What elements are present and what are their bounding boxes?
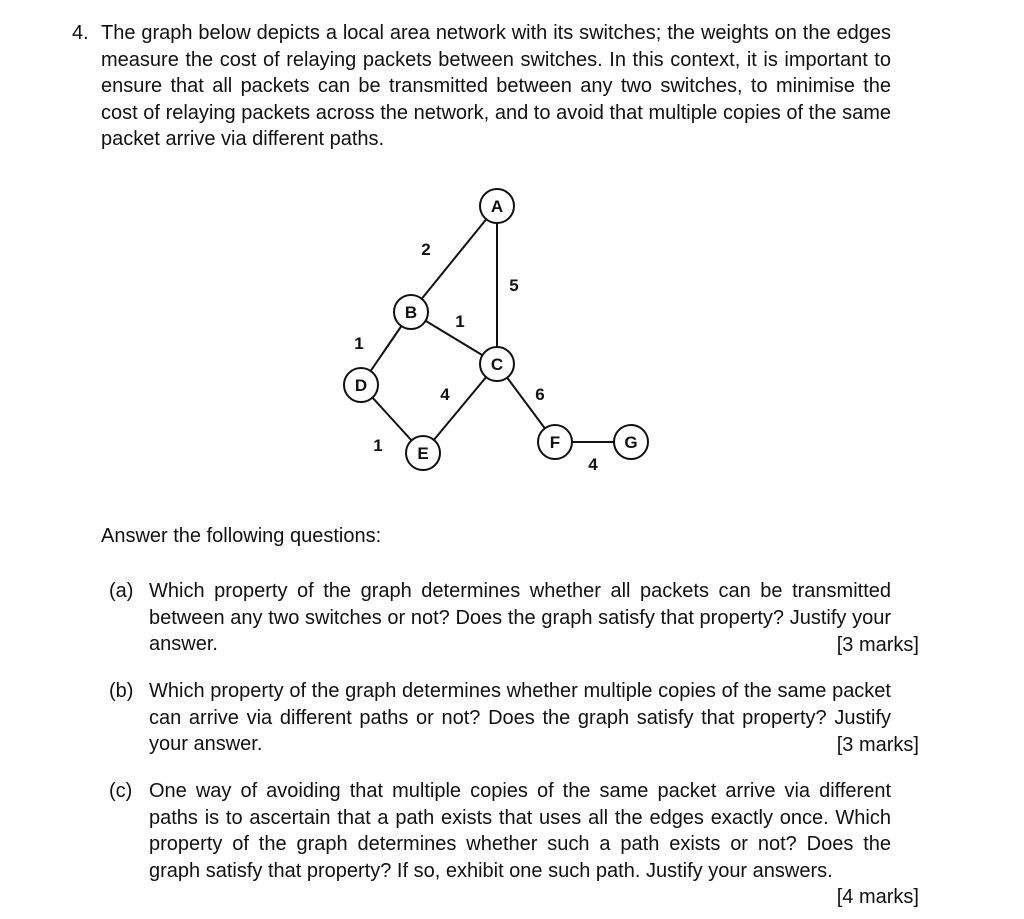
node-e — [406, 436, 440, 470]
part-b-label: (b) — [109, 680, 134, 702]
weight-d-e: 1 — [373, 436, 383, 455]
weight-c-e: 4 — [440, 385, 450, 404]
node-a — [480, 189, 514, 223]
answer-prompt: Answer the following questions: — [101, 525, 382, 547]
node-label-f: F — [549, 433, 561, 452]
node-label-c: C — [490, 355, 504, 374]
question-intro: The graph below depicts a local area network with its switches; the weights on the edges measure the cost of relaying packets between switches. In this context, it is important to ensure that all packets can be transmitted between any two switches, to minimise the cost of relaying packets across the network, and to avoid that multiple copies of the same packet arrive via different paths. — [101, 22, 891, 150]
weight-b-d: 1 — [354, 334, 364, 353]
part-c-marks: [4 marks] — [836, 885, 919, 908]
edge-a-b — [411, 206, 497, 312]
node-c — [480, 347, 514, 381]
question-part-c — [101, 778, 919, 910]
part-b-marks: [3 marks] — [836, 733, 919, 756]
node-b — [394, 295, 428, 329]
question-part-b — [101, 678, 919, 758]
node-d — [344, 368, 378, 402]
weight-a-c: 5 — [509, 276, 519, 295]
node-label-a: A — [490, 197, 504, 216]
part-a-marks: [3 marks] — [836, 633, 919, 656]
part-a-text: Which property of the graph determines whether all packets can be transmitted between any two switches or not? Does the graph satisfy that property? Justify your answer. — [149, 580, 891, 655]
question-part-a — [101, 578, 919, 658]
part-c-text: One way of avoiding that multiple copies of the same packet arrive via different paths is to ascertain that a path exists that uses all the edges exactly once. Which property of the graph determines whether such a path exists or not? Does the graph satisfy that property? If so, exhibit one such path. Justify your answers. — [149, 780, 891, 882]
node-g — [614, 425, 648, 459]
weight-c-f: 6 — [535, 385, 545, 404]
node-f — [538, 425, 572, 459]
node-label-e: E — [417, 444, 429, 463]
node-label-b: B — [404, 303, 418, 322]
graph-edges — [361, 206, 631, 453]
weight-a-b: 2 — [421, 240, 431, 259]
part-c-label: (c) — [109, 780, 133, 802]
part-b-text: Which property of the graph determines whether multiple copies of the same packet can arrive via different paths or not? Does the graph satisfy that property? Justify your answer. — [149, 680, 891, 755]
weight-f-g: 4 — [588, 455, 598, 474]
node-label-d: D — [354, 376, 368, 395]
node-label-g: G — [624, 433, 638, 452]
question-number: 4. — [72, 22, 89, 44]
part-a-label: (a) — [109, 580, 134, 602]
weight-b-c: 1 — [455, 312, 465, 331]
